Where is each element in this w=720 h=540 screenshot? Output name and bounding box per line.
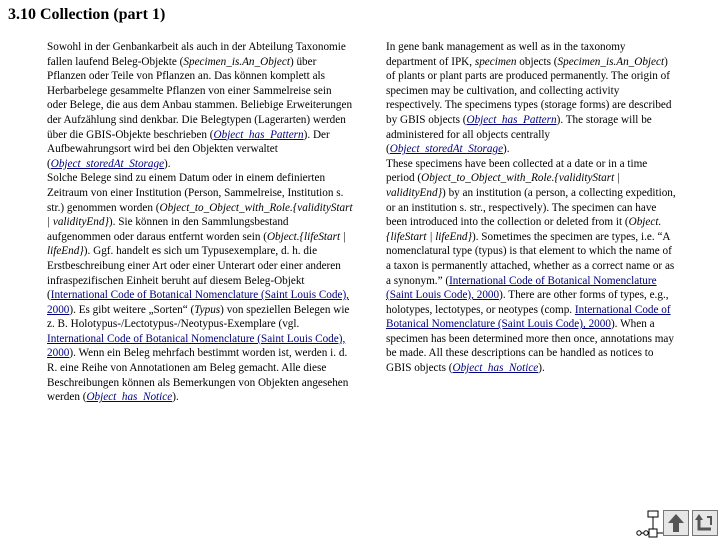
text-run: In gene bank management as well as in the taxonomy department of IPK, — [386, 41, 626, 68]
text-run: ). — [164, 157, 171, 170]
link-object-stored-at-storage[interactable]: Object_storedAt_Storage — [50, 157, 165, 170]
link-object-has-notice[interactable]: Object_has_Notice — [86, 391, 173, 404]
link-object-has-pattern[interactable]: Object_has_Pattern — [466, 113, 557, 126]
german-paragraph-1 — [47, 40, 354, 171]
text-run: ) über Pflanzen oder Teile von Pflanzen an. Das können komplett als Herbarbelege gesammelte Pflanzen von einer Sammelreise sein oder Belege, die aus dem Anbau stammen. Beliebige Erweiterungen der Aufzählung sind denkbar. Die Belegtypen (Lagerarten) werden über die GBIS-Objekte beschrieben ( — [47, 55, 353, 141]
term-specimen-is-an-object: Specimen_is.An_Object — [183, 55, 290, 68]
text-run: ) von speziellen Belegen wie z. B. Holotypus-/Lectotypus-/Neotypus-Exemplare (vgl. — [47, 303, 350, 331]
link-icbn-code[interactable]: International Code of Botanical Nomenclature (Saint Louis Code), 2000 — [386, 303, 671, 331]
home-button[interactable] — [663, 510, 689, 536]
term-object-life: Object.{lifeStart | lifeEnd} — [386, 216, 662, 243]
term-specimen: specimen — [474, 55, 517, 68]
german-text-column — [47, 40, 354, 405]
up-arrow-icon — [664, 511, 688, 535]
text-run: ). Es gibt weitere „Sorten“ ( — [69, 303, 195, 316]
text-run: ). — [172, 391, 179, 404]
text-run: ) of plants or plant parts are produced permanently. The origin of specimen may be cultivation, and collecting activity respectively. The specimens types (storage forms) are described by GBIS objects ( — [386, 55, 672, 126]
english-paragraph-2 — [386, 157, 676, 376]
term-object-to-object-with-role: Object_to_Object_with_Role.{validityStart | validityEnd} — [47, 201, 353, 229]
text-run: These specimens have been collected at a date or in a time period ( — [386, 157, 648, 185]
text-run: ). Sie können in den Sammlungsbestand aufgenommen oder daraus entfernt worden sein ( — [47, 216, 289, 243]
text-run: ). — [503, 143, 510, 156]
return-arrow-icon — [693, 511, 717, 535]
link-object-has-notice[interactable]: Object_has_Notice — [452, 362, 539, 375]
link-object-has-pattern[interactable]: Object_has_Pattern — [213, 128, 304, 141]
text-run: ). — [538, 362, 545, 375]
link-object-stored-at-storage[interactable]: Object_storedAt_Storage — [389, 143, 504, 156]
german-paragraph-2 — [47, 171, 354, 405]
english-paragraph-1 — [386, 40, 676, 157]
page-title: 3.10 Collection (part 1) — [8, 6, 166, 23]
diagram-icon[interactable] — [636, 507, 664, 539]
term-specimen-is-an-object: Specimen_is.An_Object — [557, 55, 665, 68]
link-icbn-code[interactable]: International Code of Botanical Nomenclature (Saint Louis Code), 2000 — [47, 332, 346, 360]
term-typus: Typus — [194, 303, 221, 316]
text-run: ). Wenn ein Beleg mehrfach bestimmt worden ist, werden i. d. R. eine Reihe von Annotationen am Beleg gemacht. Alle diese Beschreibungen können als Bemerkungen von Objekten angesehen werden ( — [47, 347, 349, 404]
text-run: ). When a specimen has been determined more then once, annotations may be made. All these descriptions can be handled as notices to GBIS objects ( — [386, 318, 674, 375]
text-run: ). Ggf. handelt es sich um Typusexemplare, d. h. die Erstbeschreibung einer Art oder einer Unterart oder einer anderen infraspezifischen Einheit beruht auf diesem Beleg-Objekt ( — [47, 245, 341, 302]
term-object-life: Object.{lifeStart | lifeEnd} — [47, 230, 346, 258]
link-icbn-code[interactable]: International Code of Botanical Nomenclature (Saint Louis Code), 2000 — [386, 274, 657, 302]
link-icbn-code[interactable]: International Code of Botanical Nomenclature (Saint Louis Code), 2000 — [47, 289, 349, 316]
text-run: ). Der Aufbewahrungsort wird bei den Objekten verwaltet ( — [47, 128, 330, 170]
text-run: Solche Belege sind zu einem Datum oder in einem definierten Zeitraum von einer Institution (Person, Sammelreise, Institution s. str.) genommen worden ( — [47, 172, 344, 214]
text-run: ) by an institution (a person, a collecting expedition, or an institution s. str., respectively). The specimen can have been introduced into the collection or deleted from it ( — [386, 186, 676, 229]
text-run: ). There are other forms of types, e.g., holotypes, lectotypes, or neotypes (comp. — [386, 289, 669, 316]
back-button[interactable] — [692, 510, 718, 536]
text-run: Sowohl in der Genbankarbeit als auch in der Abteilung Taxonomie fallen laufend Beleg-Objekte ( — [47, 41, 346, 68]
english-text-column — [386, 40, 676, 376]
text-run: ). Sometimes the specimen are types, i.e. “A nomenclatural type (typus) is that element to which the name of a taxon is permanently attached, whether as a correct name or as a synonym.” ( — [386, 230, 675, 287]
text-run: ). The storage will be administered for all objects centrally ( — [386, 113, 652, 156]
text-run: objects ( — [516, 55, 558, 68]
term-object-to-object-with-role: Object_to_Object_with_Role.{validityStart | validityEnd} — [386, 172, 621, 199]
